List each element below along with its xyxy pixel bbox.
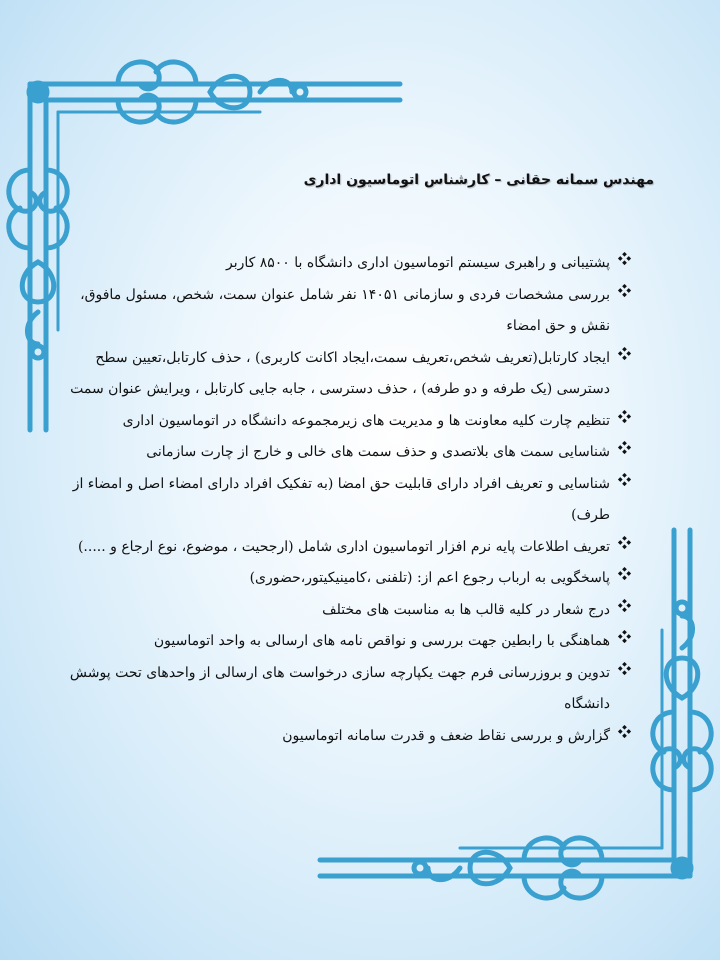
task-list: [62, 248, 632, 752]
diamond-four-bullet-icon: [617, 629, 632, 644]
diamond-four-bullet-icon: [617, 724, 632, 739]
list-item: [62, 595, 632, 627]
diamond-four-bullet-icon: [617, 535, 632, 550]
list-item: [62, 721, 632, 753]
diamond-four-bullet-icon: [617, 661, 632, 676]
task-text: پشتیبانی و راهبری سیستم اتوماسیون اداری دانشگاه با ۸۵۰۰ کاربر: [225, 255, 610, 271]
diamond-four-bullet-icon: [617, 566, 632, 581]
diamond-four-bullet-icon: [617, 598, 632, 613]
list-item: [62, 343, 632, 406]
list-item: [62, 626, 632, 658]
task-text: شناسایی سمت های بلاتصدی و حذف سمت های خالی و خارج از چارت سازمانی: [146, 444, 610, 460]
task-text: بررسی مشخصات فردی و سازمانی ۱۴۰۵۱ نفر شامل عنوان سمت، شخص، مسئول مافوق، نقش و حق امضاء: [80, 286, 610, 334]
task-text: گزارش و بررسی نقاط ضعف و قدرت سامانه اتوماسیون: [282, 727, 610, 744]
task-text: تنظیم چارت کلیه معاونت ها و مدیریت های زیرمجموعه دانشگاه در اتوماسیون اداری: [122, 412, 610, 429]
task-text: تعریف اطلاعات پایه نرم افزار اتوماسیون اداری شامل (ارجحیت ، موضوع، نوع ارجاع و .....): [77, 538, 610, 555]
list-item: [62, 280, 632, 343]
list-item: [62, 406, 632, 438]
page-title: مهندس سمانه حقانی – کارشناس اتوماسیون اداری: [303, 172, 654, 188]
task-text: پاسخگویی به ارباب رجوع اعم از: (تلفنی ،کامینیکیتور،حضوری): [249, 570, 610, 586]
diamond-four-bullet-icon: [617, 409, 632, 424]
task-text: ایجاد کارتابل(تعریف شخص،تعریف سمت،ایجاد اکانت کاربری) ، حذف کارتابل،تعیین سطح دسترسی (یک طرفه و دو طرفه) ، حذف دسترسی ، جابه جایی کارتابل ، ویرایش عنوان سمت: [70, 349, 610, 397]
diamond-four-bullet-icon: [617, 346, 632, 361]
diamond-four-bullet-icon: [617, 283, 632, 298]
task-text: درج شعار در کلیه قالب ها به مناسبت های مختلف: [322, 601, 610, 618]
list-item: [62, 469, 632, 532]
task-text: هماهنگی با رابطین جهت بررسی و نواقص نامه های ارسالی به واحد اتوماسیون: [153, 633, 610, 649]
list-item: [62, 437, 632, 469]
diamond-four-bullet-icon: [617, 251, 632, 266]
task-text: شناسایی و تعریف افراد دارای قابلیت حق امضا (به تفکیک افراد دارای امضاء اصل و امضاء از طرف): [72, 475, 610, 523]
diamond-four-bullet-icon: [617, 472, 632, 487]
task-text: تدوین و بروزرسانی فرم جهت یکپارچه سازی درخواست های ارسالی از واحدهای تحت پوشش دانشگاه: [69, 664, 610, 712]
list-item: [62, 532, 632, 564]
diamond-four-bullet-icon: [617, 440, 632, 455]
list-item: [62, 563, 632, 595]
list-item: [62, 248, 632, 280]
list-item: [62, 658, 632, 721]
task-list-container: [62, 248, 632, 752]
